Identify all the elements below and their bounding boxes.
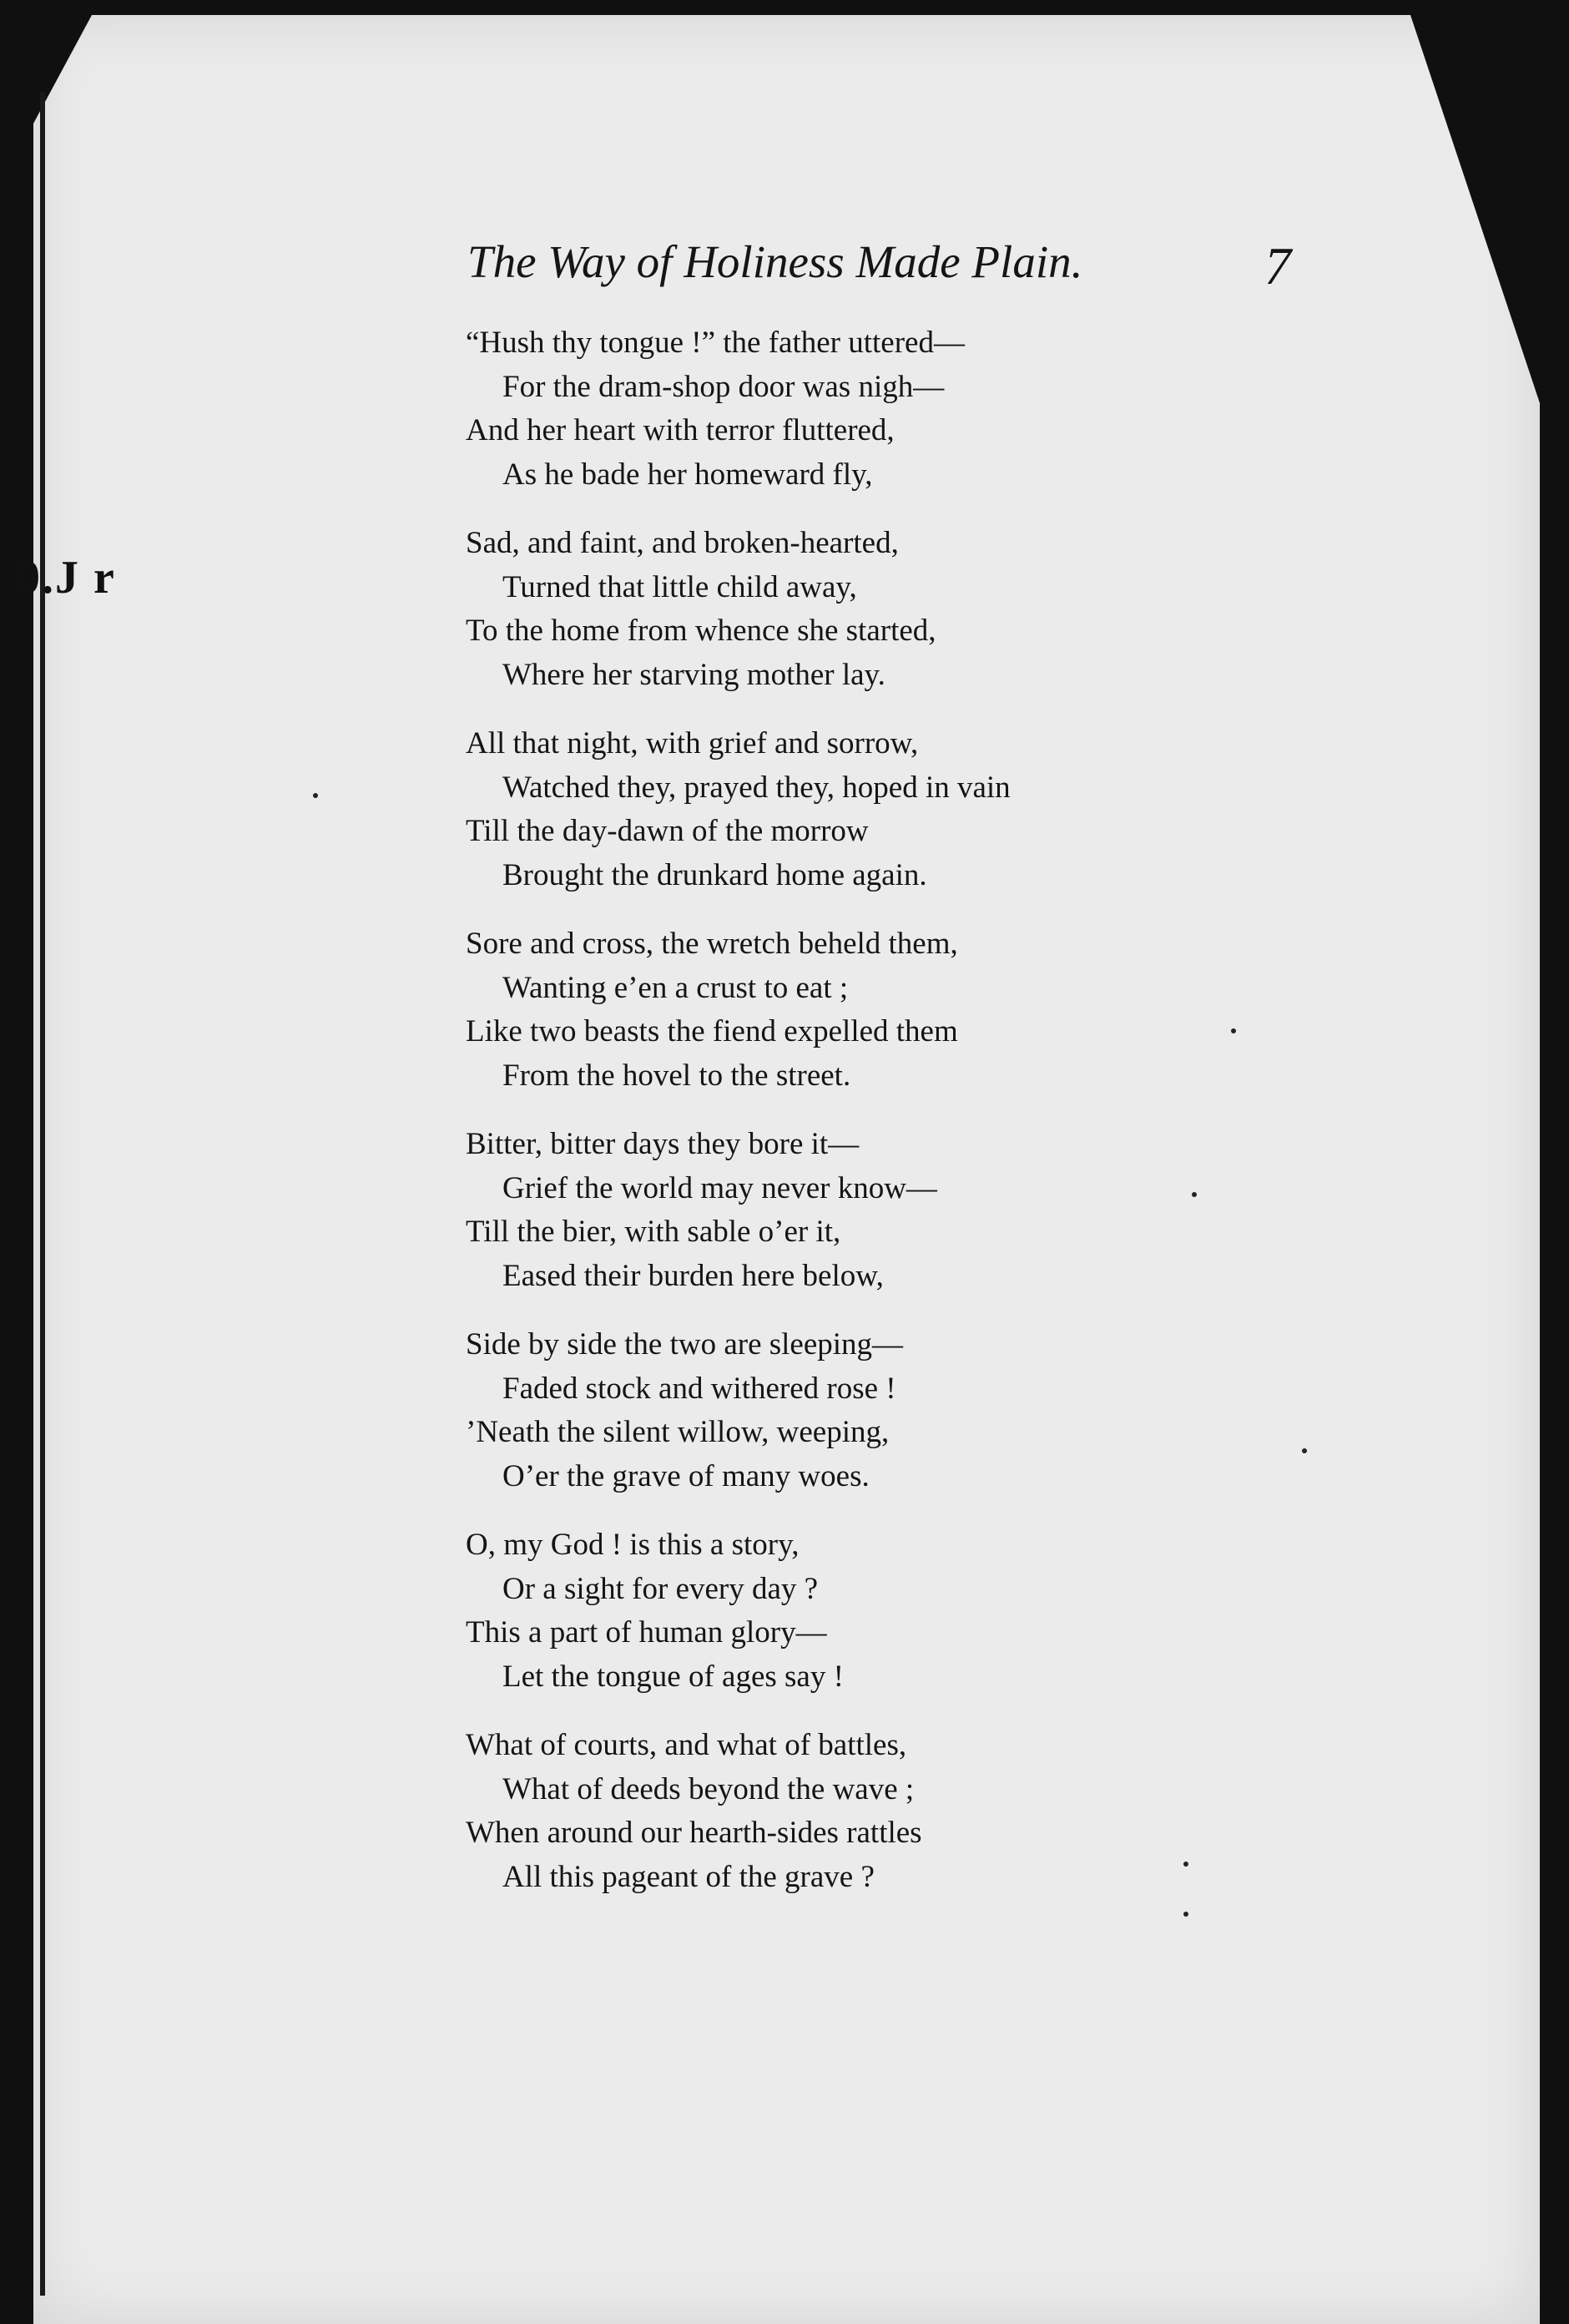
poem-line: Eased their burden here below, xyxy=(502,1258,884,1293)
poem-line: All that night, with grief and sorrow, xyxy=(466,726,919,760)
poem-line: And her heart with terror fluttered, xyxy=(466,413,895,447)
poem-line: Till the day-dawn of the morrow xyxy=(466,814,869,848)
poem-line: Like two beasts the fiend expelled them xyxy=(466,1014,958,1048)
poem-line: Sore and cross, the wretch beheld them, xyxy=(466,927,958,961)
poem-line: Where her starving mother lay. xyxy=(502,657,885,692)
poem-line: O, my God ! is this a story, xyxy=(466,1528,800,1562)
poem-line: When around our hearth-sides rattles xyxy=(466,1816,922,1850)
poem-line: “Hush thy tongue !” the father uttered— xyxy=(466,326,965,360)
margin-mark: 0.J r xyxy=(17,552,116,604)
poem-stanza xyxy=(466,922,1300,1098)
ink-speck xyxy=(1302,1448,1307,1453)
poem-line: Or a sight for every day ? xyxy=(502,1571,819,1606)
poem-stanza xyxy=(466,522,1300,697)
poem-line: For the dram-shop door was nigh— xyxy=(502,369,945,404)
poem-line: Turned that little child away, xyxy=(502,569,857,604)
poem-line: Grief the world may never know— xyxy=(502,1170,937,1205)
page-binding-edge xyxy=(40,92,45,2296)
poem-line: What of courts, and what of battles, xyxy=(466,1728,907,1762)
poem-line: O’er the grave of many woes. xyxy=(502,1458,870,1493)
poem-line: Till the bier, with sable o’er it, xyxy=(466,1215,841,1249)
running-title: The Way of Holiness Made Plain. xyxy=(467,236,1083,287)
poem-line: Sad, and faint, and broken-hearted, xyxy=(466,526,899,560)
poem-stanza xyxy=(466,1323,1300,1498)
page-corner-top-right xyxy=(1410,15,1569,491)
poem-line: What of deeds beyond the wave ; xyxy=(502,1771,915,1806)
poem-line: Let the tongue of ages say ! xyxy=(502,1659,844,1694)
poem-line: Faded stock and withered rose ! xyxy=(502,1371,896,1406)
poem-stanza xyxy=(466,1123,1300,1298)
page-header xyxy=(467,235,1302,296)
poem-stanza xyxy=(466,321,1300,497)
ink-speck xyxy=(313,793,318,798)
poem-line: To the home from whence she started, xyxy=(466,614,936,648)
poem-line: Side by side the two are sleeping— xyxy=(466,1327,904,1362)
poem-line: ’Neath the silent willow, weeping, xyxy=(466,1415,890,1449)
page-number: 7 xyxy=(1264,236,1291,296)
poem xyxy=(466,321,1300,1924)
poem-line: Bitter, bitter days they bore it— xyxy=(466,1127,860,1161)
poem-line: As he bade her homeward fly, xyxy=(502,457,873,492)
poem-line: Brought the drunkard home again. xyxy=(502,857,927,892)
poem-line: All this pageant of the grave ? xyxy=(502,1859,875,1894)
poem-line: Watched they, prayed they, hoped in vain xyxy=(502,770,1011,805)
poem-stanza xyxy=(466,1724,1300,1899)
poem-stanza xyxy=(466,1523,1300,1699)
poem-stanza xyxy=(466,722,1300,897)
poem-line: Wanting e’en a crust to eat ; xyxy=(502,970,849,1005)
poem-line: From the hovel to the street. xyxy=(502,1058,851,1093)
poem-line: This a part of human glory— xyxy=(466,1615,827,1650)
